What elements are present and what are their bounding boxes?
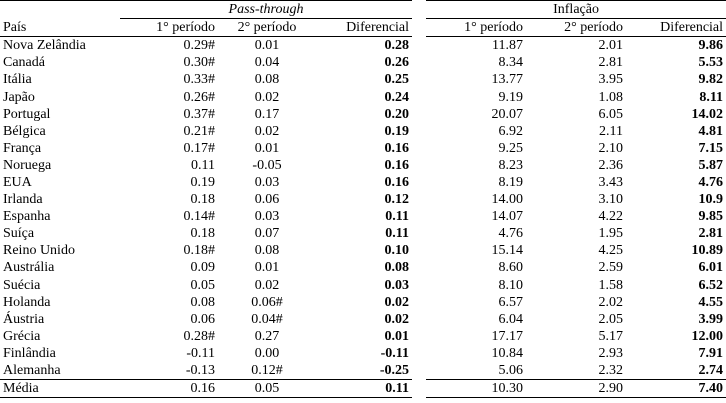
column-gap (412, 54, 426, 71)
cell-pass-through-differential: -0.11 (380, 345, 410, 361)
cell-inflation-period-2: 6.05 (598, 106, 624, 122)
cell-pass-through-period-1: 0.14# (183, 209, 215, 225)
cell-pass-through-period-2: 0.03 (254, 209, 280, 225)
cell-pass-through-differential: 0.25 (384, 72, 410, 88)
column-header-pass-through-differential: Diferencial (316, 19, 412, 37)
cell-inflation-differential: 2.74 (698, 363, 724, 379)
cell-pass-through-differential: 0.16 (384, 157, 410, 173)
cell-inflation-period-1: 14.07 (491, 209, 524, 225)
cell-pass-through-period-1: 0.37# (183, 106, 215, 122)
cell-pass-through-period-2: 0.01 (254, 38, 280, 54)
cell-pass-through-period-1: 0.16 (120, 380, 218, 398)
cell-pass-through-period-2: 0.07 (254, 226, 280, 242)
cell-inflation-differential: 4.76 (698, 174, 724, 190)
cell-pass-through-period-2: 0.27 (254, 328, 280, 344)
cell-pass-through-differential: 0.19 (384, 123, 410, 139)
column-gap (412, 157, 426, 174)
cell-pass-through-period-1: 0.09 (190, 260, 215, 276)
cell-country: EUA (3, 174, 32, 190)
cell-pass-through-period-2: 0.01 (254, 140, 280, 156)
table-row (0, 191, 726, 208)
table-row (0, 311, 726, 328)
cell-inflation-period-1: 8.23 (498, 157, 524, 173)
cell-inflation-period-2: 2.02 (598, 294, 624, 310)
cell-pass-through-period-2: 0.05 (218, 380, 316, 398)
column-gap (412, 345, 426, 362)
cell-pass-through-period-1: 0.17# (183, 140, 215, 156)
cell-inflation-differential: 5.53 (698, 55, 724, 71)
column-gap (412, 328, 426, 345)
cell-country: Bélgica (3, 123, 46, 139)
cell-country: Suíça (3, 226, 35, 242)
group-header-row (0, 1, 726, 19)
column-gap (412, 106, 426, 123)
cell-pass-through-period-2: 0.02 (254, 277, 280, 293)
cell-pass-through-differential: 0.20 (384, 106, 410, 122)
cell-inflation-differential: 10.89 (691, 243, 724, 259)
cell-pass-through-period-2: 0.04# (251, 311, 283, 327)
cell-inflation-period-2: 2.90 (526, 380, 626, 398)
cell-inflation-differential: 6.01 (698, 260, 724, 276)
table-row (0, 71, 726, 88)
cell-pass-through-differential: 0.26 (384, 55, 410, 71)
cell-pass-through-period-1: 0.30# (183, 55, 215, 71)
column-gap (412, 277, 426, 294)
cell-inflation-period-2: 4.25 (598, 243, 624, 259)
cell-inflation-period-2: 4.22 (598, 209, 624, 225)
cell-inflation-period-2: 2.11 (599, 123, 624, 139)
table-row (0, 88, 726, 105)
cell-inflation-period-2: 2.36 (598, 157, 624, 173)
cell-pass-through-differential: 0.11 (385, 209, 410, 225)
table-row (0, 328, 726, 345)
table-row (0, 242, 726, 259)
cell-inflation-period-2: 2.05 (598, 311, 624, 327)
cell-pass-through-differential: 0.24 (384, 89, 410, 105)
cell-pass-through-period-2: 0.12# (251, 363, 283, 379)
cell-inflation-period-2: 2.01 (598, 38, 624, 54)
cell-pass-through-period-2: 0.01 (254, 260, 280, 276)
cell-pass-through-period-2: 0.08 (254, 243, 280, 259)
cell-pass-through-differential: 0.11 (385, 226, 410, 242)
cell-inflation-period-1: 9.25 (498, 140, 524, 156)
column-gap (412, 19, 426, 37)
column-gap (412, 294, 426, 311)
cell-pass-through-period-1: 0.18 (190, 226, 215, 242)
cell-inflation-period-1: 11.87 (492, 38, 524, 54)
column-gap (412, 380, 426, 398)
cell-pass-through-period-1: -0.11 (186, 345, 215, 361)
column-header-pass-through-period-2: 2° período (218, 19, 316, 37)
column-gap (412, 140, 426, 157)
cell-inflation-period-2: 2.81 (598, 55, 624, 71)
table-row (0, 208, 726, 225)
cell-inflation-period-1: 10.84 (491, 345, 524, 361)
column-gap (412, 191, 426, 208)
table-row (0, 140, 726, 157)
cell-pass-through-period-1: 0.29# (183, 38, 215, 54)
cell-inflation-period-2: 3.10 (598, 192, 624, 208)
cell-inflation-period-2: 2.10 (598, 140, 624, 156)
cell-pass-through-period-1: 0.21# (183, 123, 215, 139)
cell-pass-through-period-2: 0.03 (254, 174, 280, 190)
cell-country: Espanha (3, 209, 51, 225)
group-header-inflation: Inflação (426, 1, 726, 19)
cell-country: Holanda (3, 294, 51, 310)
cell-inflation-period-2: 5.17 (598, 328, 624, 344)
cell-inflation-period-2: 3.43 (598, 174, 624, 190)
cell-inflation-period-1: 17.17 (491, 328, 524, 344)
cell-inflation-period-1: 9.19 (498, 89, 524, 105)
cell-pass-through-period-1: 0.26# (183, 89, 215, 105)
cell-country: Finlândia (3, 345, 56, 361)
cell-country: Austrália (3, 260, 55, 276)
cell-pass-through-period-2: 0.02 (254, 89, 280, 105)
table-row (0, 123, 726, 140)
cell-inflation-differential: 12.00 (691, 328, 724, 344)
cell-country: Irlanda (3, 192, 43, 208)
cell-inflation-differential: 7.91 (698, 345, 724, 361)
column-header-inflation-period-2: 2° período (526, 19, 626, 37)
column-header-pass-through-period-1: 1° período (120, 19, 218, 37)
cell-pass-through-differential: 0.02 (384, 294, 410, 310)
cell-inflation-differential: 9.85 (698, 209, 724, 225)
column-gap (412, 1, 426, 19)
cell-pass-through-differential: 0.16 (384, 140, 410, 156)
cell-inflation-period-2: 2.59 (598, 260, 624, 276)
cell-inflation-period-2: 1.58 (598, 277, 624, 293)
cell-inflation-differential: 8.11 (699, 89, 724, 105)
cell-pass-through-period-1: 0.18# (183, 243, 215, 259)
table-row (0, 345, 726, 362)
cell-inflation-period-1: 4.76 (498, 226, 524, 242)
column-gap (412, 208, 426, 225)
mean-row (0, 380, 726, 398)
cell-pass-through-period-2: 0.08 (254, 72, 280, 88)
cell-country: Reino Unido (3, 243, 75, 259)
cell-pass-through-differential: 0.02 (384, 311, 410, 327)
cell-country: Alemanha (3, 363, 61, 379)
cell-inflation-period-1: 5.06 (498, 363, 524, 379)
cell-country: Média (0, 380, 120, 398)
cell-pass-through-period-1: -0.13 (185, 363, 215, 379)
column-header-row (0, 19, 726, 37)
cell-country: Japão (3, 89, 35, 105)
cell-inflation-differential: 4.55 (698, 294, 724, 310)
cell-pass-through-differential: 0.11 (316, 380, 412, 398)
cell-pass-through-period-2: 0.02 (254, 123, 280, 139)
column-header-country: País (0, 19, 120, 37)
cell-inflation-period-2: 1.08 (598, 89, 624, 105)
cell-pass-through-period-1: 0.19 (190, 174, 215, 190)
table-row (0, 259, 726, 276)
group-header-blank (0, 1, 120, 19)
cell-pass-through-differential: -0.25 (379, 363, 410, 379)
cell-pass-through-differential: 0.03 (384, 277, 410, 293)
cell-inflation-period-1: 10.30 (426, 380, 526, 398)
column-gap (412, 242, 426, 259)
cell-pass-through-period-2: -0.05 (252, 157, 282, 173)
cell-pass-through-differential: 0.12 (384, 192, 410, 208)
cell-inflation-period-1: 6.92 (498, 123, 524, 139)
cell-pass-through-differential: 0.28 (384, 38, 410, 54)
column-gap (412, 225, 426, 242)
cell-pass-through-period-2: 0.06 (254, 192, 280, 208)
cell-inflation-period-2: 3.95 (598, 72, 624, 88)
column-header-inflation-period-1: 1° período (426, 19, 526, 37)
cell-inflation-differential: 4.81 (698, 123, 724, 139)
column-gap (412, 71, 426, 88)
cell-inflation-period-1: 15.14 (491, 243, 524, 259)
cell-pass-through-differential: 0.16 (384, 174, 410, 190)
cell-pass-through-period-2: 0.06# (251, 294, 283, 310)
cell-pass-through-period-1: 0.33# (183, 72, 215, 88)
column-gap (412, 311, 426, 328)
cell-inflation-period-1: 8.60 (498, 260, 524, 276)
cell-inflation-differential: 2.81 (698, 226, 724, 242)
cell-inflation-period-1: 8.10 (498, 277, 524, 293)
table-row (0, 362, 726, 380)
column-gap (412, 37, 426, 55)
cell-pass-through-period-1: 0.28# (183, 328, 215, 344)
cell-inflation-period-2: 1.95 (598, 226, 624, 242)
cell-pass-through-differential: 0.10 (384, 243, 410, 259)
cell-inflation-differential: 7.40 (626, 380, 726, 398)
cell-inflation-differential: 5.87 (698, 157, 724, 173)
cell-inflation-period-1: 14.00 (491, 192, 524, 208)
cell-inflation-differential: 10.9 (698, 192, 724, 208)
cell-pass-through-differential: 0.08 (384, 260, 410, 276)
cell-inflation-differential: 14.02 (691, 106, 724, 122)
cell-country: Áustria (3, 311, 45, 327)
cell-pass-through-period-2: 0.00 (254, 345, 280, 361)
cell-country: Itália (3, 72, 32, 88)
cell-inflation-period-2: 2.32 (598, 363, 624, 379)
cell-pass-through-period-1: 0.06 (190, 311, 215, 327)
table-row (0, 37, 726, 55)
table-row (0, 277, 726, 294)
column-header-inflation-differential: Diferencial (626, 19, 726, 37)
cell-inflation-differential: 7.15 (698, 140, 724, 156)
table-row (0, 106, 726, 123)
cell-inflation-differential: 9.86 (698, 38, 724, 54)
cell-inflation-period-1: 20.07 (491, 106, 524, 122)
column-gap (412, 259, 426, 276)
cell-country: Suécia (3, 277, 41, 293)
column-gap (412, 88, 426, 105)
table-row (0, 225, 726, 242)
column-gap (412, 174, 426, 191)
cell-pass-through-period-1: 0.11 (191, 157, 215, 173)
cell-inflation-period-1: 6.04 (498, 311, 524, 327)
cell-pass-through-period-1: 0.08 (190, 294, 215, 310)
cell-pass-through-period-2: 0.17 (254, 106, 280, 122)
cell-pass-through-period-1: 0.18 (190, 192, 215, 208)
cell-inflation-differential: 6.52 (698, 277, 724, 293)
table-row (0, 294, 726, 311)
cell-country: Grécia (3, 328, 41, 344)
cell-inflation-period-1: 8.19 (498, 174, 524, 190)
cell-pass-through-period-2: 0.04 (254, 55, 280, 71)
cell-inflation-differential: 9.82 (698, 72, 724, 88)
table-row (0, 54, 726, 71)
cell-inflation-period-2: 2.93 (598, 345, 624, 361)
cell-country: Noruega (3, 157, 52, 173)
cell-pass-through-period-1: 0.05 (190, 277, 215, 293)
cell-pass-through-differential: 0.01 (384, 328, 410, 344)
cell-inflation-period-1: 6.57 (498, 294, 524, 310)
cell-country: Portugal (3, 106, 51, 122)
group-header-pass-through: Pass-through (120, 1, 412, 19)
cell-inflation-period-1: 13.77 (491, 72, 524, 88)
cell-country: Canadá (3, 55, 45, 71)
column-gap (412, 362, 426, 380)
cell-country: Nova Zelândia (3, 38, 86, 54)
table-row (0, 174, 726, 191)
column-gap (412, 123, 426, 140)
cell-inflation-period-1: 8.34 (498, 55, 524, 71)
cell-country: França (3, 140, 42, 156)
cell-inflation-differential: 3.99 (698, 311, 724, 327)
table-row (0, 157, 726, 174)
